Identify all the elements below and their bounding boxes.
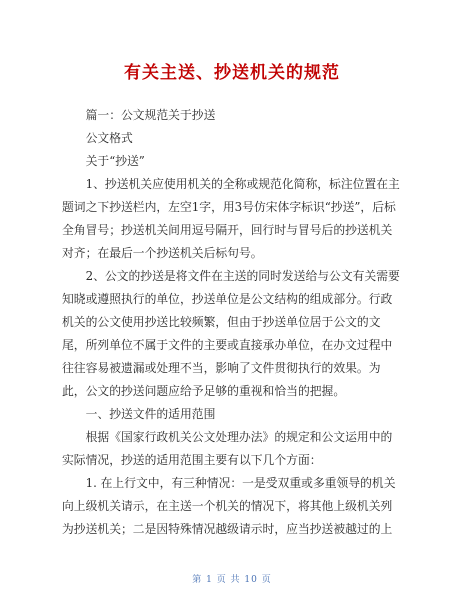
subheading: 关于“抄送” — [85, 154, 145, 168]
subheading: 公文格式 — [85, 131, 133, 145]
document-body — [62, 104, 404, 541]
section-heading: 篇一：公文规范关于抄送 — [85, 108, 216, 122]
document-title: 有关主送、抄送机关的规范 — [124, 63, 340, 83]
paragraph: 1. 在上行文中，有三种情况：一是受双重或多重领导的机关向上级机关请示，在主送一个机关的情况下，将其他上级机关列为抄送机关；二是因特殊情况越级请示时，应当抄送被越过的上 — [62, 476, 396, 536]
paragraph: 根据《国家行政机关公文处理办法》的规定和公文运用中的实际情况，抄送的适用范围主要有以下几个方面： — [62, 430, 393, 467]
paragraph: 2、公文的抄送是将文件在主送的同时发送给与公文有关需要知晓或遵照执行的单位，抄送单位是公文结构的组成部分。行政机关的公文使用抄送比较频繁，但由于抄送单位居于公文的文尾，所列单位不属于文件的主要或直接承办单位，在办文过程中往往容易被遗漏或处理不当，影响了文件贯彻执行的效果。为此，公文的抄送问题应给予足够的重视和恰当的把握。 — [62, 269, 400, 398]
paragraph: 1、抄送机关应使用机关的全称或规范化简称，标注位置在主题词之下抄送栏内，左空1字，用3号仿宋体字标识“抄送”，后标全角冒号；抄送机关间用逗号隔开，回行时与冒号后的抄送机关对齐；在最后一个抄送机关后标句号。 — [62, 177, 400, 260]
page-number: 第 1 页 共 10 页 — [192, 575, 272, 585]
subheading: 一、抄送文件的适用范围 — [85, 407, 216, 421]
